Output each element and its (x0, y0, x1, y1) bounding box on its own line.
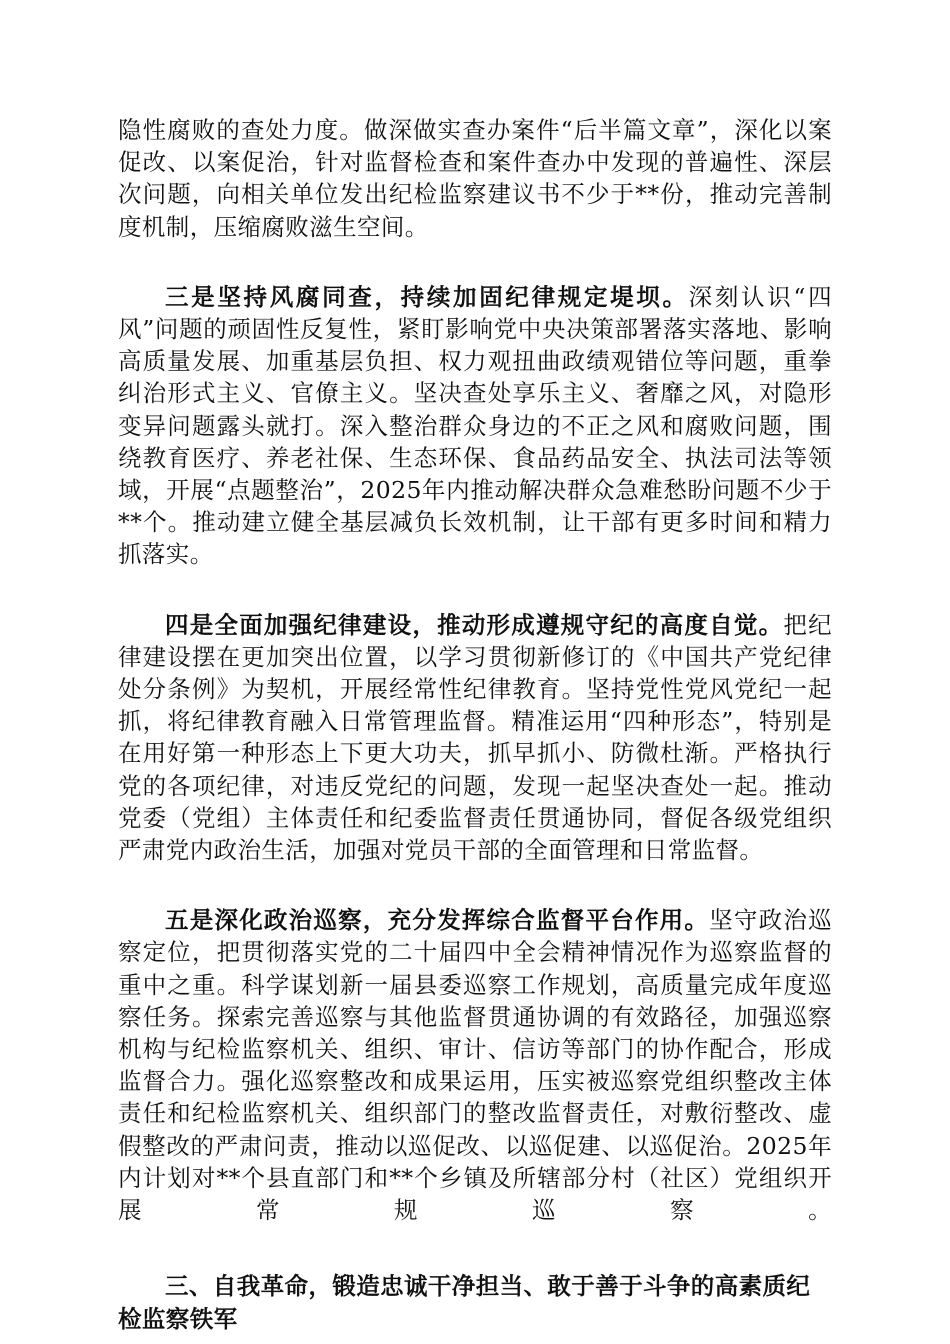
paragraph-text: 坚守政治巡察定位，把贯彻落实党的二十届四中全会精神情况作为巡察监督的重中之重。科学谋划新一届县委巡察工作规划，高质量完成年度巡察任务。探索完善巡察与其他监督贯通协调的有效路径，加强巡察机构与纪检监察机关、组织、审计、信访等部门的协作配合，形成监督合力。强化巡察整改和成果运用，压实被巡察党组织整改主体责任和纪检监察机关、组织部门的整改监督责任，对敷衍整改、虚假整改的严肃问责，推动以巡促改、以巡促建、以巡促治。2025年内计划对**个县直部门和**个乡镇及所辖部分村（社区）党组织开展常规巡察。 (118, 906, 832, 1225)
paragraph-lead: 三是坚持风腐同查，持续加固纪律规定堤坝。 (165, 282, 689, 311)
paragraph-lead: 五是深化政治巡察，充分发挥综合监督平台作用。 (165, 906, 710, 935)
paragraph-lead: 四是全面加强纪律建设，推动形成遵规守纪的高度自觉。 (165, 610, 784, 639)
paragraph-continuation (118, 114, 832, 243)
document-page (118, 114, 832, 1335)
paragraph-discipline (118, 609, 832, 867)
paragraph-wind-corruption (118, 281, 832, 571)
paragraph-text: 把纪律建设摆在更加突出位置，以学习贯彻新修订的《中国共产党纪律处分条例》为契机，开展经常性纪律教育。坚持党性党风党纪一起抓，将纪律教育融入日常管理监督。精准运用“四种形态”，特别是在用好第一种形态上下更大功夫，抓早抓小、防微杜渐。严格执行党的各项纪律，对违反党纪的问题，发现一起坚决查处一起。推动党委（党组）主体责任和纪委监督责任贯通协同，督促各级党组织严肃党内政治生活，加强对党员干部的全面管理和日常监督。 (118, 610, 832, 865)
section-heading: 三、自我革命，锻造忠诚干净担当、敢于善于斗争的高素质纪检监察铁军 (118, 1272, 811, 1333)
paragraph-text: 隐性腐败的查处力度。做深做实查办案件“后半篇文章”，深化以案促改、以案促治，针对监督检查和案件查办中发现的普遍性、深层次问题，向相关单位发出纪检监察建议书不少于**份，推动完善制度机制，压缩腐败滋生空间。 (118, 116, 832, 241)
paragraph-inspection (118, 904, 832, 1226)
paragraph-text: 深刻认识“四风”问题的顽固性反复性，紧盯影响党中央决策部署落实落地、影响高质量发展、加重基层负担、权力观扭曲政绩观错位等问题，重拳纠治形式主义、官僚主义。坚决查处享乐主义、奢靡之风，对隐形变异问题露头就打。深入整治群众身边的不正之风和腐败问题，围绕教育医疗、养老社保、生态环保、食品药品安全、执法司法等领域，开展“点题整治”，2025年内推动解决群众急难愁盼问题不少于**个。推动建立健全基层减负长效机制，让干部有更多时间和精力抓落实。 (118, 282, 833, 569)
